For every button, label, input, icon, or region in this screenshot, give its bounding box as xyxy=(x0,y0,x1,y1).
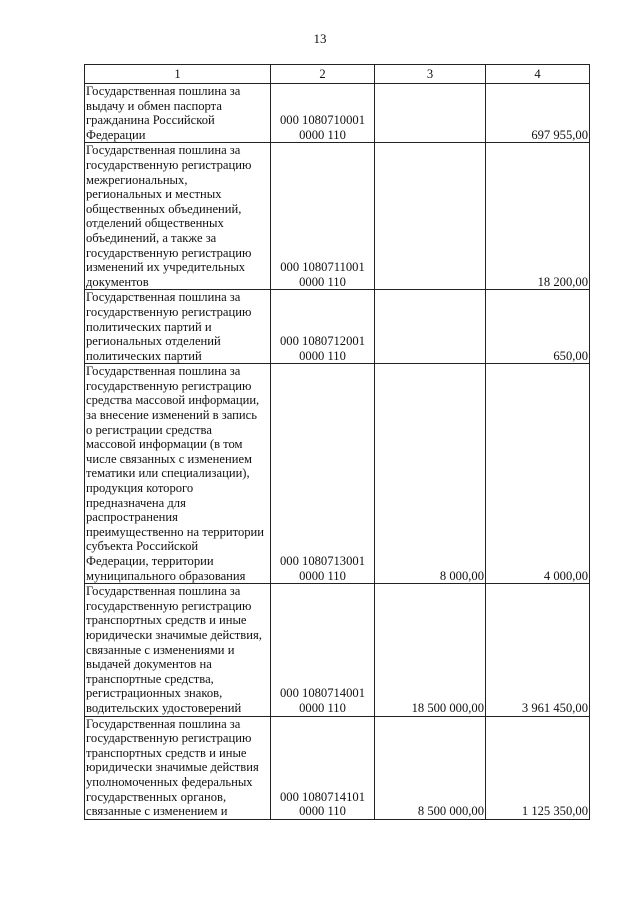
fee-name-cell: Государственная пошлина за государственную регистрацию межрегиональных, региональных и местных общественных объединений, отделений общественных объединений, а также за государственную регистрацию изменений их учредительных документов xyxy=(85,143,271,290)
budget-code-cell: 000 1080710001 0000 110 xyxy=(271,84,375,143)
column-header-1: 1 xyxy=(85,65,271,84)
fee-name-cell: Государственная пошлина за выдачу и обмен паспорта гражданина Российской Федерации xyxy=(85,84,271,143)
column-header-3: 3 xyxy=(375,65,486,84)
table-row xyxy=(85,84,590,143)
page-number: 13 xyxy=(313,31,327,46)
value-col4-cell: 3 961 450,00 xyxy=(486,584,590,716)
table-row xyxy=(85,364,590,584)
column-header-2: 2 xyxy=(271,65,375,84)
value-col3-cell xyxy=(375,143,486,290)
table-header-row xyxy=(85,65,590,84)
budget-code-cell: 000 1080711001 0000 110 xyxy=(271,143,375,290)
table-row xyxy=(85,584,590,716)
fee-name-cell: Государственная пошлина за государственную регистрацию транспортных средств и иные юридически значимые действия уполномоченных федеральных государственных органов, связанные с изменением и xyxy=(85,716,271,819)
value-col3-cell: 8 500 000,00 xyxy=(375,716,486,819)
value-col4-cell: 650,00 xyxy=(486,290,590,364)
budget-code-cell: 000 1080712001 0000 110 xyxy=(271,290,375,364)
value-col4-cell: 697 955,00 xyxy=(486,84,590,143)
fee-name-cell: Государственная пошлина за государственную регистрацию транспортных средств и иные юридически значимые действия, связанные с изменениями и выдачей документов на транспортные средства, регистрационных знаков, водительских удостоверений xyxy=(85,584,271,716)
budget-code-cell: 000 1080714101 0000 110 xyxy=(271,716,375,819)
table-row xyxy=(85,290,590,364)
fee-name-cell: Государственная пошлина за государственную регистрацию политических партий и региональных отделений политических партий xyxy=(85,290,271,364)
value-col3-cell xyxy=(375,84,486,143)
table-row xyxy=(85,716,590,819)
value-col3-cell xyxy=(375,290,486,364)
table-row xyxy=(85,143,590,290)
value-col3-cell: 18 500 000,00 xyxy=(375,584,486,716)
fee-name-cell: Государственная пошлина за государственную регистрацию средства массовой информации, за внесение изменений в запись о регистрации средства массовой информации (в том числе связанных с изменением тематики или специализации), продукция которого предназначена для распространения преимущественно на территории субъекта Российской Федерации, территории муниципального образования xyxy=(85,364,271,584)
value-col4-cell: 4 000,00 xyxy=(486,364,590,584)
budget-code-cell: 000 1080714001 0000 110 xyxy=(271,584,375,716)
value-col4-cell: 18 200,00 xyxy=(486,143,590,290)
value-col3-cell: 8 000,00 xyxy=(375,364,486,584)
fee-table xyxy=(84,64,590,820)
value-col4-cell: 1 125 350,00 xyxy=(486,716,590,819)
column-header-4: 4 xyxy=(486,65,590,84)
budget-code-cell: 000 1080713001 0000 110 xyxy=(271,364,375,584)
